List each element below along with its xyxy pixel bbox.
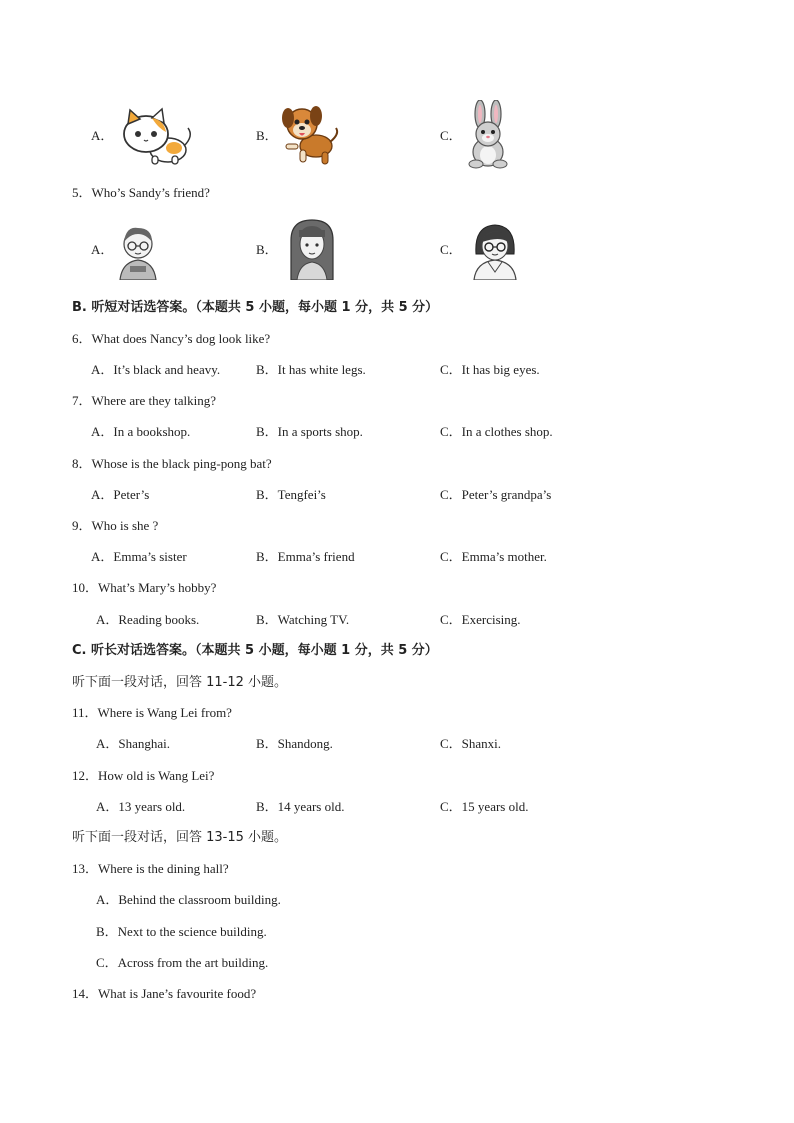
q7-option-c: C．In a clothes shop. bbox=[440, 424, 553, 439]
rabbit-icon bbox=[462, 100, 514, 170]
q5-question: 5．Who’s Sandy’s friend? bbox=[72, 185, 210, 200]
q4-option-b-label: B． bbox=[256, 128, 278, 143]
q7-option-a: A．In a bookshop. bbox=[91, 424, 191, 439]
section-c-heading: C. 听长对话选答案。（本题共 5 小题，每小题 1 分，共 5 分） bbox=[72, 643, 438, 658]
instruction-11-12: 听下面一段对话，回答 11-12 小题。 bbox=[72, 675, 288, 690]
q6-option-b: B．It has white legs. bbox=[256, 362, 366, 377]
q6-option-c: C．It has big eyes. bbox=[440, 362, 540, 377]
q11-question: 11．Where is Wang Lei from? bbox=[72, 705, 232, 720]
q10-option-a: A．Reading books. bbox=[96, 612, 200, 627]
q11-option-a: A．Shanghai. bbox=[96, 736, 171, 751]
boy-with-glasses-icon bbox=[116, 220, 160, 280]
q13-option-a: A．Behind the classroom building. bbox=[96, 892, 281, 907]
girl-long-hair-icon bbox=[287, 218, 337, 280]
q8-option-c: C．Peter’s grandpa’s bbox=[440, 487, 552, 502]
q5-option-b-label: B． bbox=[256, 242, 278, 257]
q7-question: 7．Where are they talking? bbox=[72, 393, 217, 408]
dog-icon bbox=[278, 102, 342, 168]
q13-option-c: C．Across from the art building. bbox=[96, 955, 269, 970]
q8-option-a: A．Peter’s bbox=[91, 487, 150, 502]
q8-question: 8．Whose is the black ping-pong bat? bbox=[72, 456, 272, 471]
q7-option-b: B．In a sports shop. bbox=[256, 424, 363, 439]
q5-option-c-label: C． bbox=[440, 242, 462, 257]
q10-option-c: C．Exercising. bbox=[440, 612, 521, 627]
girl-with-glasses-icon bbox=[470, 220, 520, 280]
q8-option-b: B．Tengfei’s bbox=[256, 487, 326, 502]
q9-question: 9．Who is she ? bbox=[72, 518, 159, 533]
q9-option-b: B．Emma’s friend bbox=[256, 549, 355, 564]
q12-option-b: B．14 years old. bbox=[256, 799, 345, 814]
q9-option-a: A．Emma’s sister bbox=[91, 549, 187, 564]
instruction-13-15: 听下面一段对话，回答 13-15 小题。 bbox=[72, 830, 288, 845]
q6-question: 6．What does Nancy’s dog look like? bbox=[72, 331, 271, 346]
q12-question: 12．How old is Wang Lei? bbox=[72, 768, 215, 783]
q4-option-c-label: C． bbox=[440, 128, 462, 143]
q12-option-a: A．13 years old. bbox=[96, 799, 186, 814]
q10-question: 10．What’s Mary’s hobby? bbox=[72, 580, 217, 595]
q6-option-a: A．It’s black and heavy. bbox=[91, 362, 221, 377]
q13-question: 13．Where is the dining hall? bbox=[72, 861, 229, 876]
q12-option-c: C．15 years old. bbox=[440, 799, 529, 814]
q4-option-a-label: A． bbox=[91, 128, 114, 143]
q11-option-b: B．Shandong. bbox=[256, 736, 333, 751]
q11-option-c: C．Shanxi. bbox=[440, 736, 502, 751]
cat-icon bbox=[116, 106, 196, 166]
q14-question: 14．What is Jane’s favourite food? bbox=[72, 986, 257, 1001]
q10-option-b: B．Watching TV. bbox=[256, 612, 350, 627]
q9-option-c: C．Emma’s mother. bbox=[440, 549, 547, 564]
q13-option-b: B．Next to the science building. bbox=[96, 924, 267, 939]
q5-option-a-label: A． bbox=[91, 242, 114, 257]
section-b-heading: B. 听短对话选答案。（本题共 5 小题，每小题 1 分，共 5 分） bbox=[72, 300, 439, 315]
